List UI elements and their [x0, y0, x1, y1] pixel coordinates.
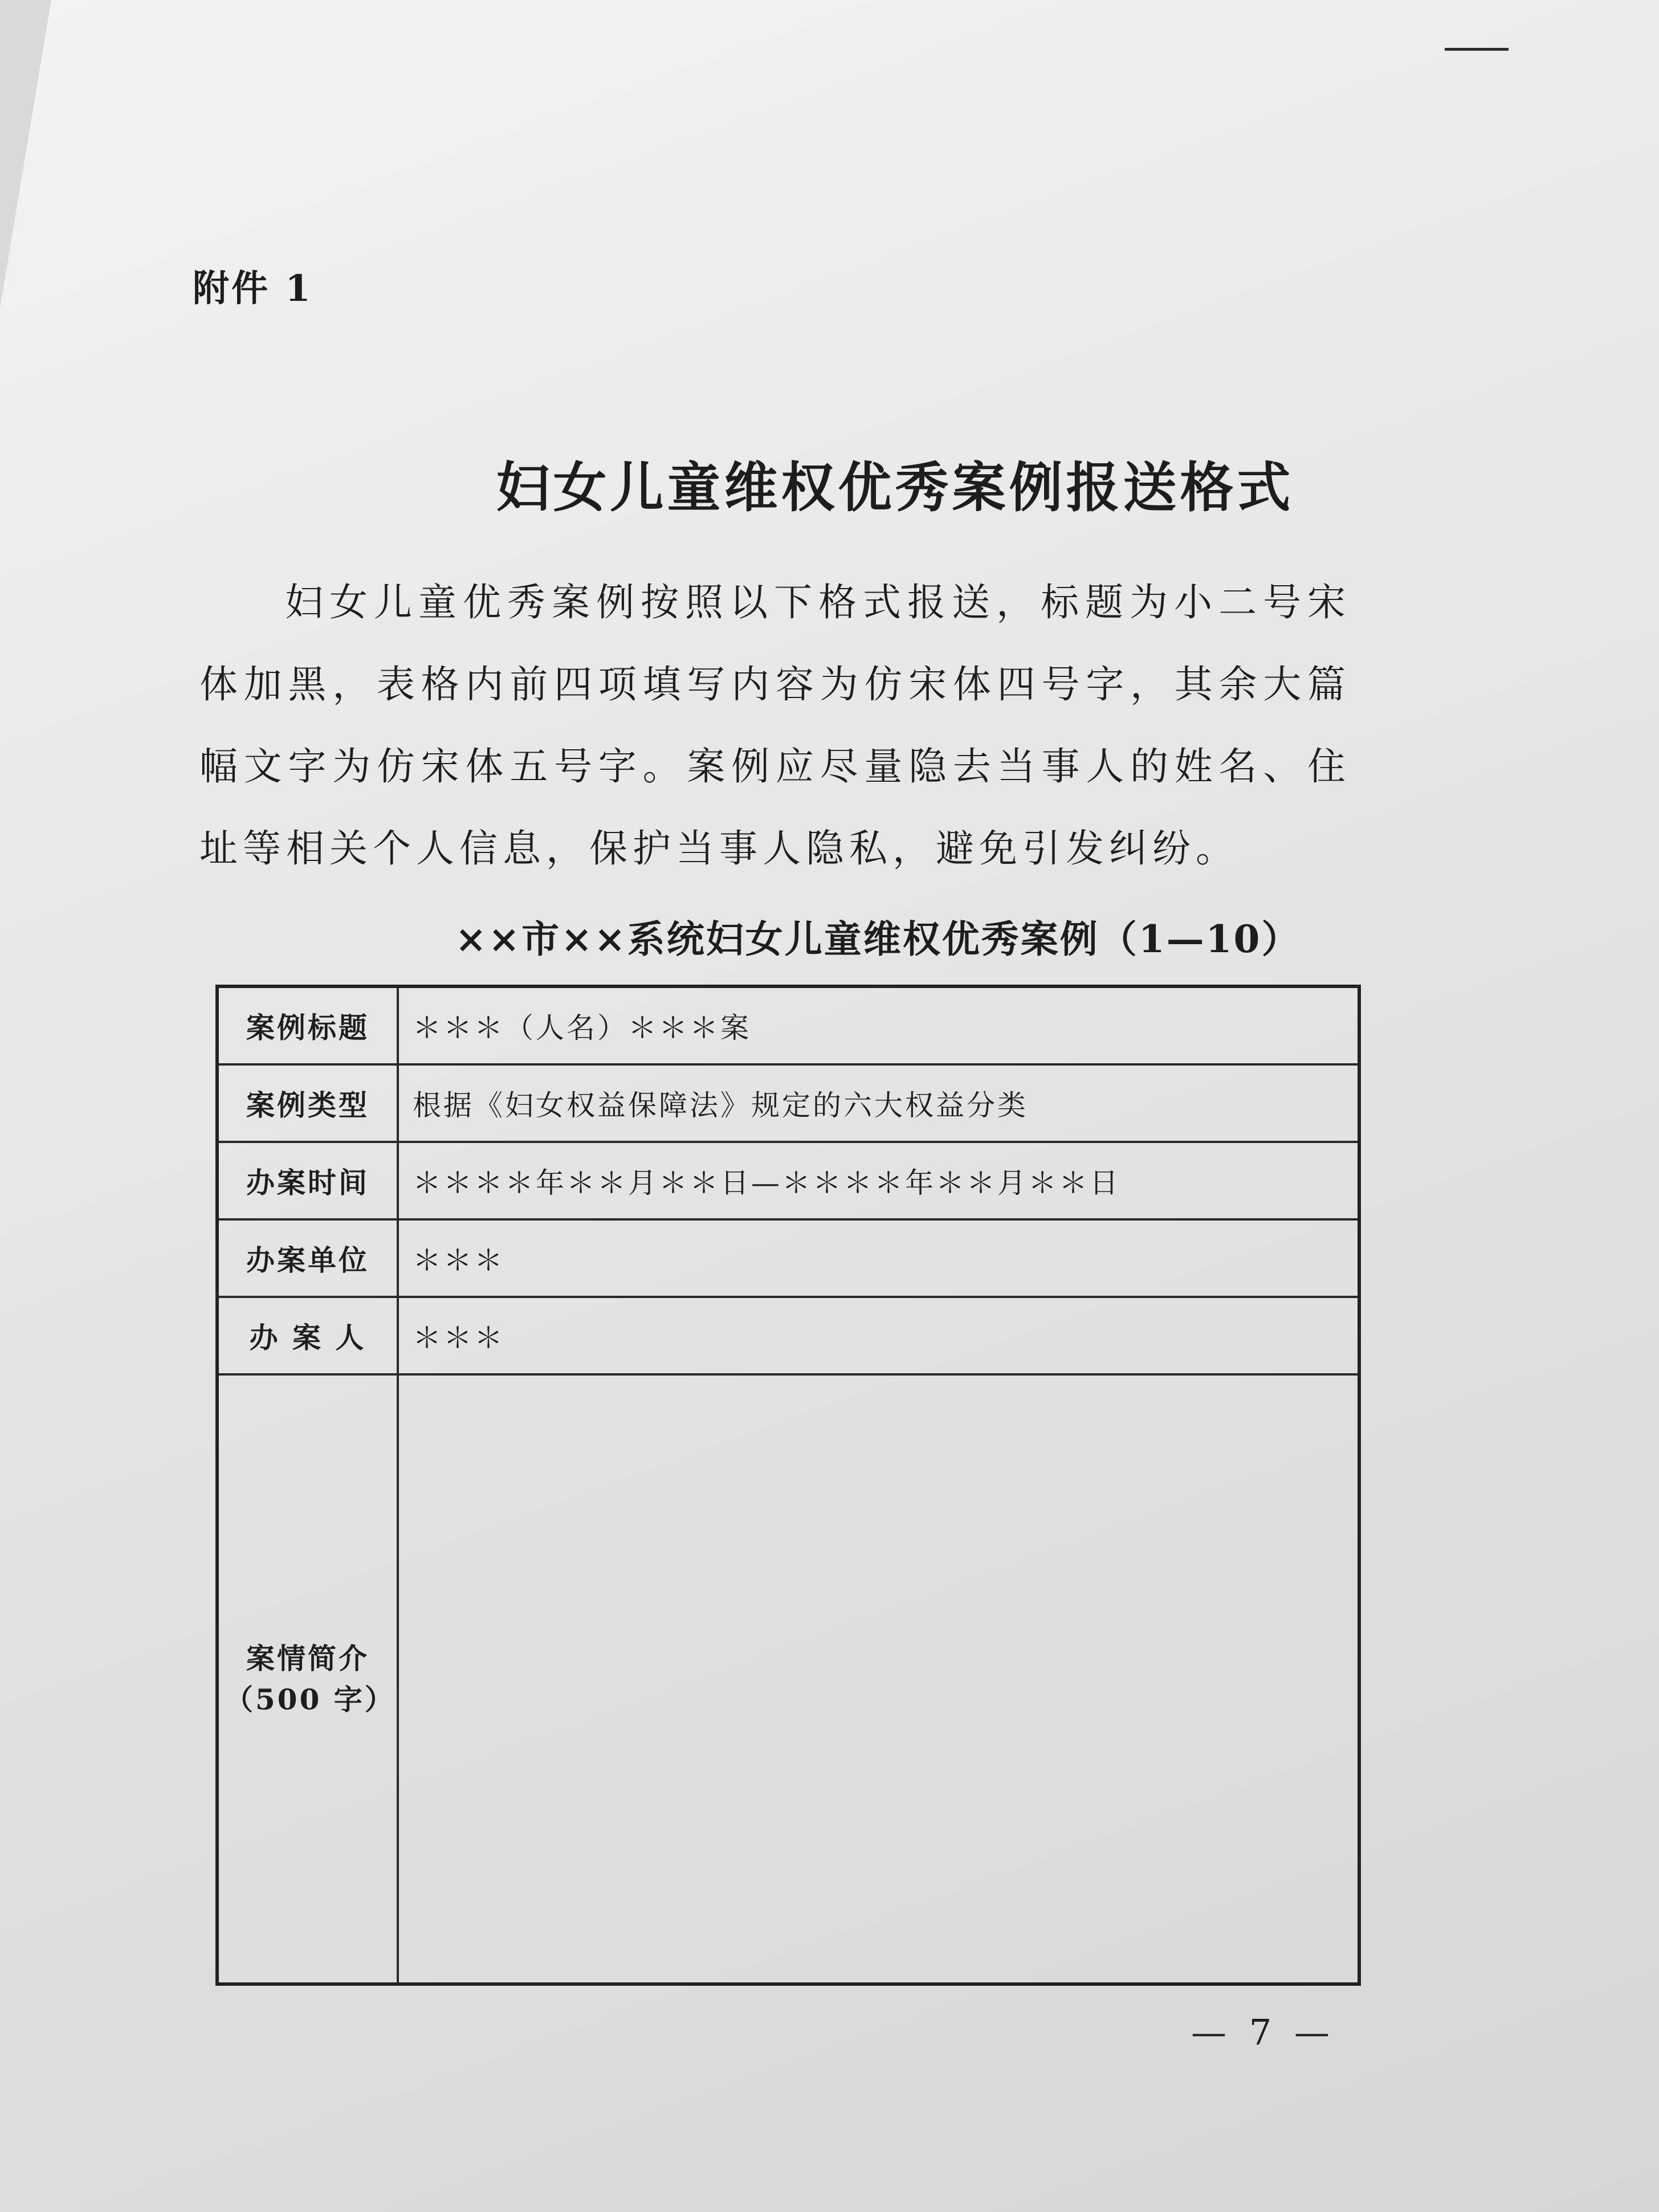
label-case-summary-line1: 案情简介: [246, 1641, 369, 1675]
table-row-handling-time: [217, 1142, 1359, 1219]
table-title-wrap: [0, 909, 1659, 963]
table-row-case-title: [217, 986, 1359, 1064]
label-handler: 办 案 人: [217, 1297, 398, 1374]
table-title: ××市××系统妇女儿童维权优秀案例（1—10）: [455, 917, 1301, 961]
value-case-title: ＊＊＊（人名）＊＊＊案: [398, 986, 1359, 1064]
document-title: 妇女儿童维权优秀案例报送格式: [496, 456, 1294, 519]
label-case-summary: [217, 1374, 398, 1984]
value-case-type: 根据《妇女权益保障法》规定的六大权益分类: [398, 1064, 1359, 1142]
page-number: — 7 —: [1191, 2011, 1335, 2053]
value-handling-time: ＊＊＊＊年＊＊月＊＊日—＊＊＊＊年＊＊月＊＊日: [398, 1142, 1359, 1219]
label-handling-unit: 办案单位: [217, 1219, 398, 1297]
case-form-table: [215, 985, 1361, 1986]
value-handler: ＊＊＊: [398, 1297, 1359, 1374]
attachment-label: 附件 1: [193, 267, 313, 310]
top-margin-mark: [1445, 48, 1509, 51]
document-title-wrap: [0, 444, 1659, 521]
table-row-case-summary: [217, 1374, 1359, 1984]
table-row-handling-unit: [217, 1219, 1359, 1297]
label-case-summary-line2: （500 字）: [225, 1682, 396, 1716]
table-row-case-type: [217, 1064, 1359, 1142]
value-handling-unit: ＊＊＊: [398, 1219, 1359, 1297]
table-row-handler: [217, 1297, 1359, 1374]
page-corner-shadow: [0, 0, 51, 308]
intro-paragraph: 妇女儿童优秀案例按照以下格式报送，标题为小二号宋体加黑，表格内前四项填写内容为仿宋体四号字，其余大篇幅文字为仿宋体五号字。案例应尽量隐去当事人的姓名、住址等相关个人信息，保护当事人隐私，避免引发纠纷。: [199, 580, 1351, 871]
value-case-summary: [398, 1374, 1359, 1984]
label-case-type: 案例类型: [217, 1064, 398, 1142]
label-case-title: 案例标题: [217, 986, 398, 1064]
label-handling-time: 办案时间: [217, 1142, 398, 1219]
